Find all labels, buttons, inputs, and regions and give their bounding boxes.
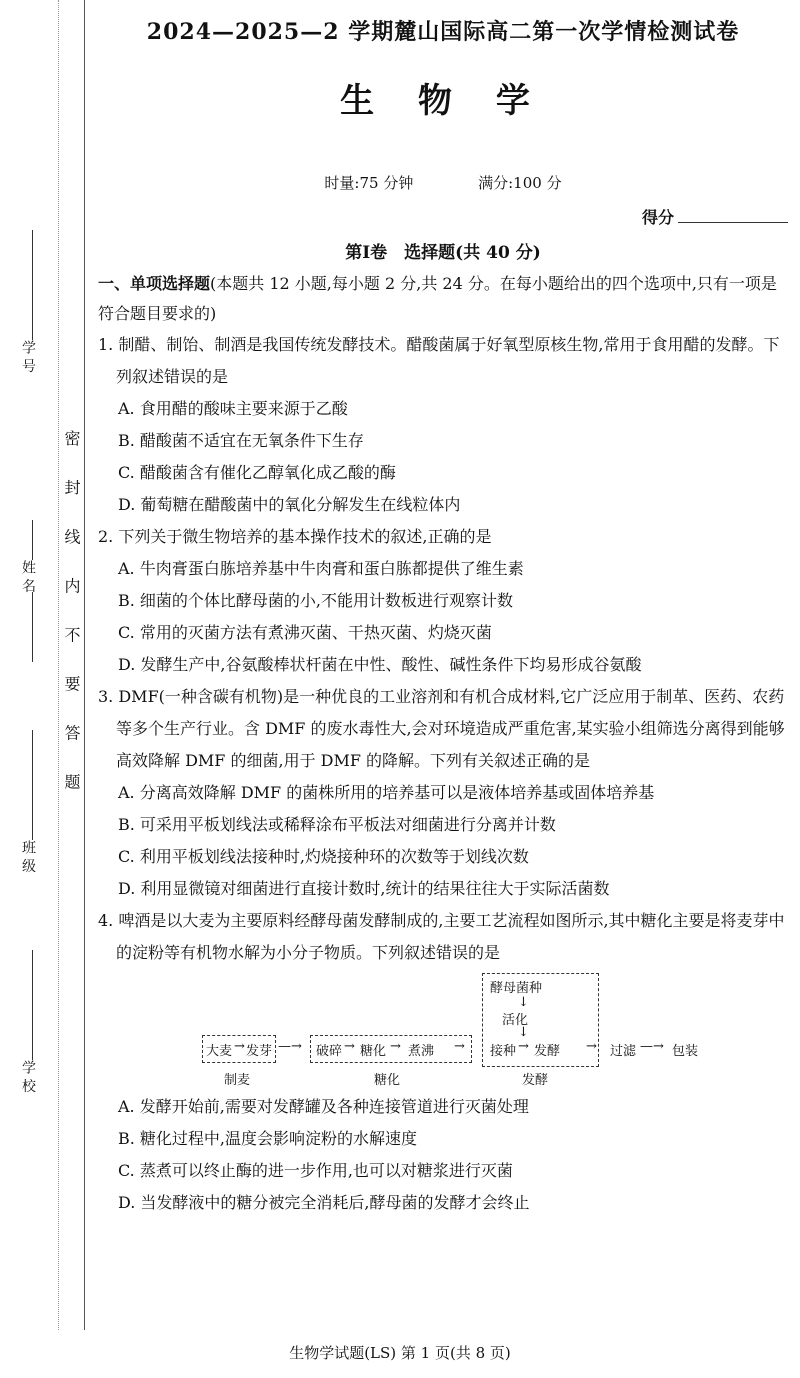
question-stem: 1. 制醋、制饴、制酒是我国传统发酵技术。醋酸菌属于好氧型原核生物,常用于食用醋的发酵。下列叙述错误的是	[98, 335, 780, 386]
brewing-flowchart	[98, 973, 788, 1091]
option-b[interactable]: B. 糖化过程中,温度会影响淀粉的水解速度	[118, 1129, 418, 1148]
exam-meta	[98, 172, 788, 193]
option-d[interactable]: D. 葡萄糖在醋酸菌中的氧化分解发生在线粒体内	[118, 495, 461, 514]
flow-activate: 活化	[502, 1013, 529, 1028]
id-field[interactable]	[18, 230, 38, 372]
flow-package: 包装	[672, 1044, 699, 1059]
option-c[interactable]: C. 蒸煮可以终止酶的进一步作用,也可以对糖浆进行灭菌	[118, 1161, 513, 1180]
option-a[interactable]: A. 食用醋的酸味主要来源于乙酸	[118, 399, 348, 418]
arrow-right-icon: →	[518, 1039, 529, 1054]
class-field[interactable]	[18, 730, 38, 872]
question-1	[98, 329, 788, 521]
time-limit: 时量:75 分钟	[324, 174, 414, 192]
school-label: 学 校	[20, 1060, 36, 1093]
arrow-right-icon: →	[454, 1039, 465, 1054]
label-ferment: 发酵	[522, 1073, 549, 1088]
score-blank[interactable]	[678, 222, 788, 223]
label-malt: 制麦	[224, 1073, 251, 1088]
subject-title: 生 物 学	[340, 81, 546, 121]
flow-crush: 破碎	[316, 1044, 343, 1059]
flow-yeast: 酵母菌种	[490, 981, 543, 996]
name-field[interactable]	[18, 520, 38, 662]
arrow-right-icon: →	[586, 1039, 597, 1054]
flow-ferment: 发酵	[534, 1044, 561, 1059]
part-instructions	[98, 269, 788, 329]
option-c[interactable]: C. 常用的灭菌方法有煮沸灭菌、干热灭菌、灼烧灭菌	[118, 623, 492, 642]
section-title: 第Ⅰ卷 选择题(共 40 分)	[345, 243, 541, 263]
option-b[interactable]: B. 细菌的个体比酵母菌的小,不能用计数板进行观察计数	[118, 591, 514, 610]
option-c[interactable]: C. 利用平板划线法接种时,灼烧接种环的次数等于划线次数	[118, 847, 529, 866]
binding-gutter	[0, 0, 95, 1378]
arrow-right-icon: →	[234, 1039, 245, 1054]
question-2	[98, 521, 788, 681]
seal-notice: 密 封 线 内 不 要 答 题	[62, 430, 81, 804]
option-d[interactable]: D. 当发酵液中的糖分被完全消耗后,酵母菌的发酵才会终止	[118, 1193, 530, 1212]
flow-sprout: 发芽	[246, 1044, 273, 1059]
option-b[interactable]: B. 醋酸菌不适宜在无氧条件下生存	[118, 431, 364, 450]
option-a[interactable]: A. 分离高效降解 DMF 的菌株所用的培养基可以是液体培养基或固体培养基	[118, 783, 655, 802]
question-3	[98, 681, 788, 905]
flow-barley: 大麦	[206, 1044, 233, 1059]
question-stem: 3. DMF(一种含碳有机物)是一种优良的工业溶剂和有机合成材料,它广泛应用于制革、医药、农药等多个生产行业。含 DMF 的废水毒性大,会对环境造成严重危害,某实验小组筛选分离得到能够高效降解 DMF 的细菌,用于 DMF 的降解。下列有关叙述正确的是	[98, 687, 785, 770]
arrow-right-icon: →	[390, 1039, 401, 1054]
question-stem: 2. 下列关于微生物培养的基本操作技术的叙述,正确的是	[98, 527, 492, 546]
exam-title: 2024—2025—2 学期麓山国际高二第一次学情检测试卷	[146, 19, 740, 45]
arrow-right-icon: →	[344, 1039, 355, 1054]
exam-content	[98, 12, 788, 1219]
question-4	[98, 905, 788, 1219]
label-sacch: 糖化	[374, 1073, 401, 1088]
part-heading: 一、单项选择题	[98, 274, 211, 293]
flow-filter: 过滤	[610, 1044, 637, 1059]
page-footer: 生物学试题(LS) 第 1 页(共 8 页)	[289, 1344, 511, 1362]
seal-line	[84, 0, 85, 1330]
class-label: 班 级	[20, 840, 36, 873]
option-b[interactable]: B. 可采用平板划线法或稀释涂布平板法对细菌进行分离并计数	[118, 815, 556, 834]
score-field[interactable]	[98, 205, 788, 228]
part-desc: (本题共 12 小题,每小题 2 分,共 24 分。在每小题给出的四个选项中,只有一项是符合题目要求的)	[98, 274, 777, 323]
flow-saccharify: 糖化	[360, 1044, 387, 1059]
option-a[interactable]: A. 牛肉膏蛋白胨培养基中牛肉膏和蛋白胨都提供了维生素	[118, 559, 524, 578]
seal-dotted-line	[58, 0, 59, 1330]
school-field[interactable]	[18, 950, 38, 1092]
arrow-right-icon: —→	[278, 1039, 302, 1054]
option-a[interactable]: A. 发酵开始前,需要对发酵罐及各种连接管道进行灭菌处理	[118, 1097, 529, 1116]
option-d[interactable]: D. 利用显微镜对细菌进行直接计数时,统计的结果往往大于实际活菌数	[118, 879, 610, 898]
option-c[interactable]: C. 醋酸菌含有催化乙醇氧化成乙酸的酶	[118, 463, 396, 482]
flow-inoculate: 接种	[490, 1044, 517, 1059]
id-label: 学 号	[20, 340, 36, 373]
arrow-down-icon: ↓	[518, 1025, 529, 1040]
name-label: 姓 名	[20, 560, 36, 593]
flow-boil: 煮沸	[408, 1044, 435, 1059]
question-stem: 4. 啤酒是以大麦为主要原料经酵母菌发酵制成的,主要工艺流程如图所示,其中糖化主要是将麦芽中的淀粉等有机物水解为小分子物质。下列叙述错误的是	[98, 911, 785, 962]
arrow-right-icon: —→	[640, 1039, 664, 1054]
option-d[interactable]: D. 发酵生产中,谷氨酸棒状杆菌在中性、酸性、碱性条件下均易形成谷氨酸	[118, 655, 642, 674]
full-score: 满分:100 分	[478, 174, 562, 192]
arrow-down-icon: ↓	[518, 995, 529, 1010]
score-label: 得分	[641, 208, 674, 227]
